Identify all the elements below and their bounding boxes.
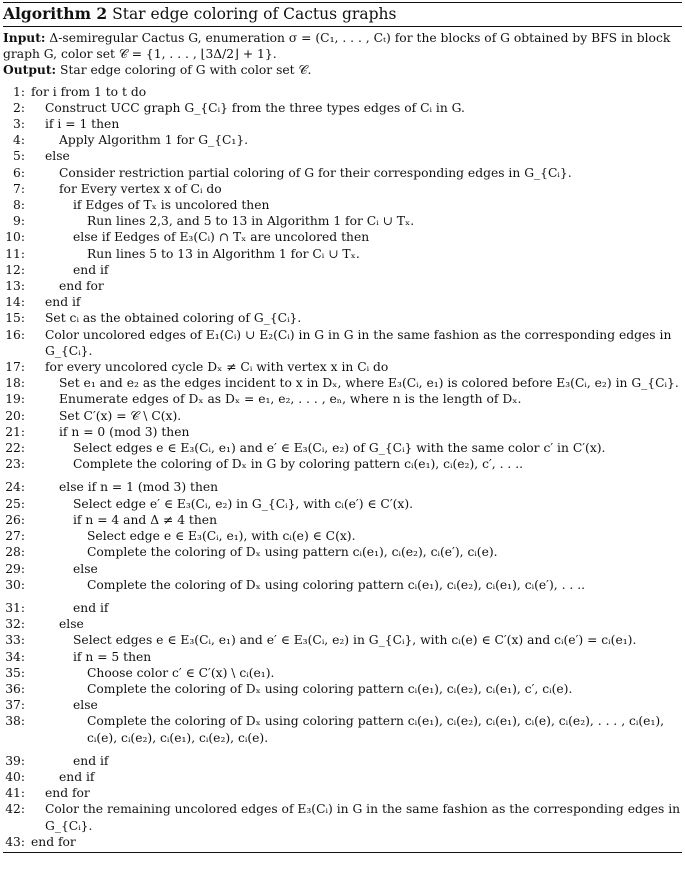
algorithm-line [3,479,682,495]
line-number: 4: [13,133,25,148]
algorithm-line [3,665,682,681]
algorithm-line [3,753,682,769]
line-number: 38: [5,714,25,729]
line-text: else if n = 1 (mod 3) then [59,480,219,495]
line-number: 23: [5,457,25,472]
algorithm-line [3,408,682,424]
bottom-rule [3,852,682,853]
line-number: 1: [13,84,25,99]
algorithm-line [3,294,682,310]
algorithm-line [3,713,682,745]
line-number: 17: [5,360,25,375]
line-number: 39: [5,753,25,768]
line-text: if Edges of Tₓ is uncolored then [73,198,270,213]
line-number: 28: [5,545,25,560]
line-text: Apply Algorithm 1 for G_{C₁}. [59,133,249,148]
algorithm-lines [3,84,682,850]
algorithm-line [3,512,682,528]
line-number: 9: [13,214,25,229]
line-number: 29: [5,561,25,576]
algorithm-line [3,801,682,833]
algorithm-line [3,229,682,245]
line-text: Set e₁ and e₂ as the edges incident to x in Dₓ, where E₃(Cᵢ, e₁) is colored before E₃(Cᵢ, e₂) in G_{Cᵢ}. [59,376,679,391]
line-text: Select edges e ∈ E₃(Cᵢ, e₁) and e′ ∈ E₃(Cᵢ, e₂) in G_{Cᵢ}, with cᵢ(e) ∈ C′(x) and cᵢ(e′) = cᵢ(e₁). [73,633,637,648]
line-text: Construct UCC graph G_{Cᵢ} from the three types edges of Cᵢ in G. [45,100,465,115]
line-number: 22: [5,441,25,456]
algorithm-line [3,834,682,850]
line-number: 34: [5,649,25,664]
line-text: Enumerate edges of Dₓ as Dₓ = e₁, e₂, . . . , eₙ, where n is the length of Dₓ. [59,392,522,407]
line-number: 14: [5,295,25,310]
algorithm-line [3,327,682,359]
line-number: 10: [5,230,25,245]
algorithm-line [3,84,682,100]
algorithm-line [3,544,682,560]
line-text: end if [73,600,109,615]
line-number: 3: [13,117,25,132]
algorithm-line [3,100,682,116]
line-number: 11: [5,246,25,261]
line-text: else [73,698,98,713]
line-text: for every uncolored cycle Dₓ ≠ Cᵢ with vertex x in Cᵢ do [45,360,389,375]
algorithm-line [3,310,682,326]
line-number: 24: [5,480,25,495]
line-text: else [73,561,98,576]
line-number: 15: [5,311,25,326]
line-number: 21: [5,424,25,439]
line-text: if n = 4 and Δ ≠ 4 then [73,512,217,527]
algorithm-line [3,528,682,544]
algorithm-line [3,213,682,229]
algorithm-line [3,600,682,616]
line-text: else [45,149,70,164]
line-number: 20: [5,408,25,423]
line-number: 43: [5,834,25,849]
algorithm-line [3,561,682,577]
algorithm-line [3,359,682,375]
line-text: Complete the coloring of Dₓ using pattern cᵢ(e₁), cᵢ(e₂), cᵢ(e′), cᵢ(e). [87,545,498,560]
line-text: end if [73,753,109,768]
algorithm-line [3,697,682,713]
line-text: Complete the coloring of Dₓ using coloring pattern cᵢ(e₁), cᵢ(e₂), cᵢ(e₁), c′, cᵢ(e). [87,681,573,696]
line-text: end if [73,262,109,277]
line-number: 30: [5,577,25,592]
line-number: 16: [5,327,25,342]
line-number: 6: [13,165,25,180]
algorithm-line [3,769,682,785]
caption-rule [3,26,682,27]
algorithm-line [3,246,682,262]
line-text: end for [59,279,104,294]
algorithm-line [3,785,682,801]
line-text: Consider restriction partial coloring of G for their corresponding edges in G_{Cᵢ}. [59,165,572,180]
line-text: Complete the coloring of Dₓ using coloring pattern cᵢ(e₁), cᵢ(e₂), cᵢ(e₁), cᵢ(e′), . . .. [87,577,586,592]
algorithm-line [3,165,682,181]
line-number: 27: [5,529,25,544]
algorithm-line [3,424,682,440]
algorithm-line [3,440,682,456]
algorithm-line [3,577,682,593]
algorithm-input [3,30,682,62]
line-text: Color uncolored edges of E₁(Cᵢ) ∪ E₂(Cᵢ) in G in G in the same fashion as the corresponding edges in G_{Cᵢ}. [45,327,672,358]
line-text: Run lines 2,3, and 5 to 13 in Algorithm 1 for Cᵢ ∪ Tₓ. [87,214,415,229]
line-text: Complete the coloring of Dₓ in G by coloring pattern cᵢ(e₁), cᵢ(e₂), c′, . . .. [73,457,524,472]
line-number: 26: [5,512,25,527]
line-text: end if [59,769,95,784]
input-label: Input: [3,30,46,45]
line-text: Set C′(x) = 𝒞 \ C(x). [59,408,182,423]
algorithm-line [3,649,682,665]
output-text: Star edge coloring of G with color set 𝒞. [60,63,312,78]
line-text: Set cᵢ as the obtained coloring of G_{Cᵢ}. [45,311,302,326]
algorithm-line [3,632,682,648]
algorithm-caption [3,3,682,24]
line-number: 32: [5,617,25,632]
line-text: Select edge e ∈ E₃(Cᵢ, e₁), with cᵢ(e) ∈ C(x). [87,529,356,544]
algorithm-line [3,496,682,512]
algorithm-line [3,197,682,213]
line-number: 8: [13,198,25,213]
line-number: 35: [5,665,25,680]
line-text: else [59,617,84,632]
line-text: Color the remaining uncolored edges of E₃(Cᵢ) in G in the same fashion as the corresponding edges in G_{Cᵢ}. [45,802,681,833]
line-text: end for [31,834,76,849]
algorithm-label: Algorithm 2 [3,4,108,23]
line-text: if n = 0 (mod 3) then [59,424,190,439]
algorithm-line [3,132,682,148]
line-number: 36: [5,681,25,696]
algorithm-line [3,616,682,632]
line-text: if n = 5 then [73,649,152,664]
line-number: 42: [5,802,25,817]
line-number: 13: [5,279,25,294]
line-number: 7: [13,181,25,196]
algorithm-line [3,181,682,197]
line-text: Complete the coloring of Dₓ using coloring pattern cᵢ(e₁), cᵢ(e₂), cᵢ(e₁), cᵢ(e), cᵢ(e₂), . . . , cᵢ(e₁), cᵢ(e), cᵢ(e₂), cᵢ(e₁), cᵢ(e₂), cᵢ(e). [87,714,665,745]
line-number: 33: [5,633,25,648]
algorithm-line [3,262,682,278]
line-text: Select edges e ∈ E₃(Cᵢ, e₁) and e′ ∈ E₃(Cᵢ, e₂) of G_{Cᵢ} with the same color c′ in C′(x). [73,441,606,456]
line-text: for Every vertex x of Cᵢ do [59,181,222,196]
line-text: Choose color c′ ∈ C′(x) \ cᵢ(e₁). [87,665,275,680]
line-number: 18: [5,376,25,391]
line-number: 31: [5,600,25,615]
line-number: 19: [5,392,25,407]
algorithm-line [3,375,682,391]
line-number: 40: [5,769,25,784]
algorithm-line [3,681,682,697]
line-number: 41: [5,786,25,801]
algorithm-line [3,456,682,472]
line-text: end if [45,295,81,310]
algorithm-block [0,2,685,882]
algorithm-line [3,148,682,164]
line-number: 25: [5,496,25,511]
line-text: if i = 1 then [45,117,120,132]
line-text: Run lines 5 to 13 in Algorithm 1 for Cᵢ ∪ Tₓ. [87,246,360,261]
algorithm-output [3,62,682,78]
line-text: else if Eedges of E₃(Cᵢ) ∩ Tₓ are uncolored then [73,230,370,245]
line-text: end for [45,786,90,801]
input-text: Δ-semiregular Cactus G, enumeration σ = (C₁, . . . , Cₜ) for the blocks of G obtained by BFS in block graph G, color set 𝒞 = {1, . . . , ⌊3Δ/2⌋ + 1}. [3,31,671,62]
line-text: Select edge e′ ∈ E₃(Cᵢ, e₂) in G_{Cᵢ}, with cᵢ(e′) ∈ C′(x). [73,496,414,511]
algorithm-line [3,116,682,132]
algorithm-line [3,278,682,294]
line-number: 37: [5,698,25,713]
line-number: 2: [13,100,25,115]
line-text: for i from 1 to t do [31,84,147,99]
output-label: Output: [3,62,57,78]
line-number: 12: [5,262,25,277]
algorithm-title: Star edge coloring of Cactus graphs [112,5,397,23]
algorithm-line [3,391,682,407]
line-number: 5: [13,149,25,164]
